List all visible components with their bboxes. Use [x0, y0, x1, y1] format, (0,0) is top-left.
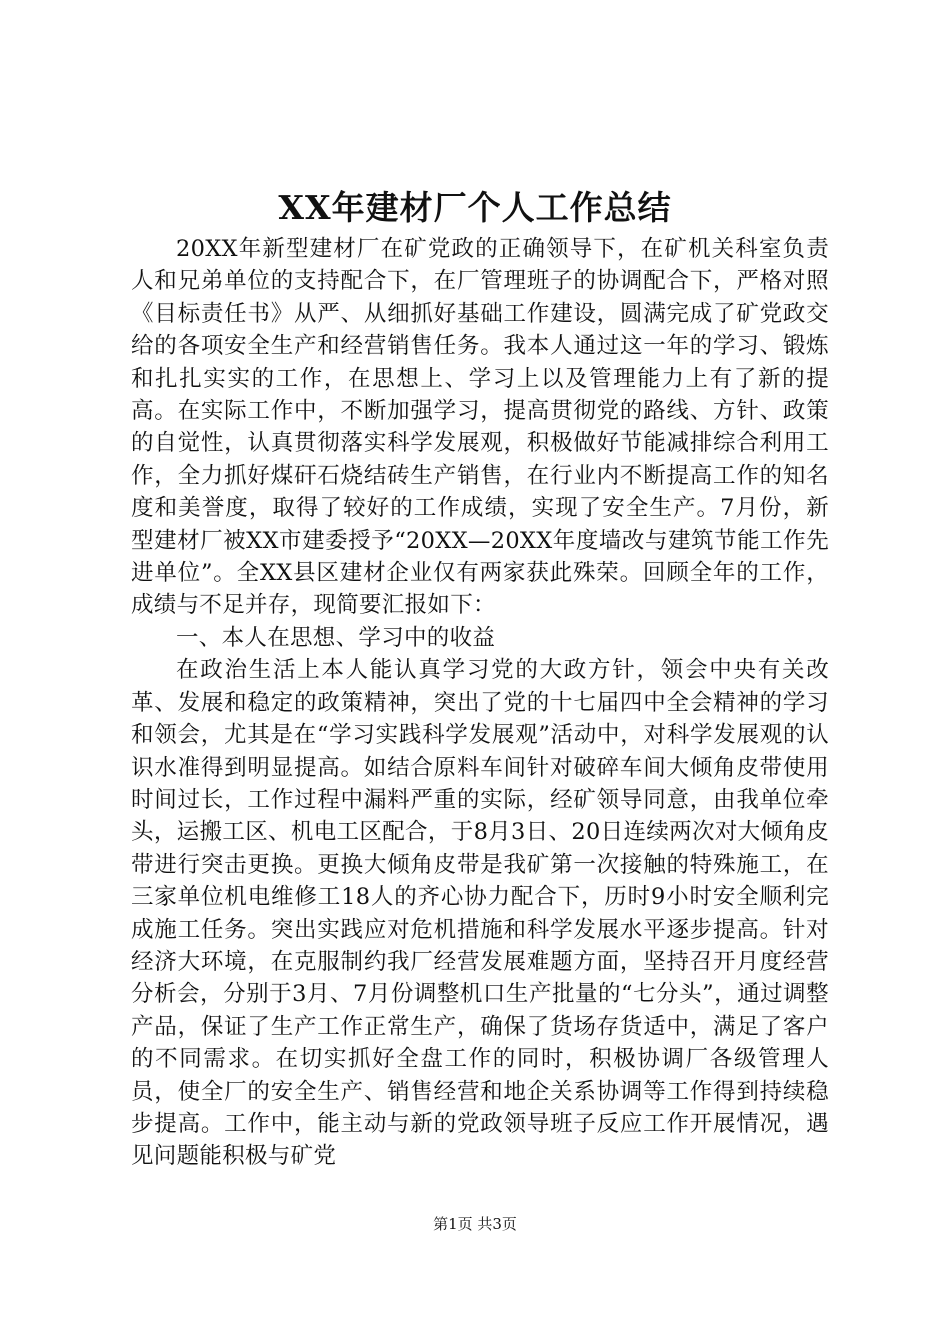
- paragraph-intro: 20XX年新型建材厂在矿党政的正确领导下，在矿机关科室负责人和兄弟单位的支持配合下，在厂管理班子的协调配合下，严格对照《目标责任书》从严、从细抓好基础工作建设，圆满完成了矿党政交给的各项安全生产和经营销售任务。我本人通过这一年的学习、锻炼和扎扎实实的工作，在思想上、学习上以及管理能力上有了新的提高。在实际工作中，不断加强学习，提高贯彻党的路线、方针、政策的自觉性，认真贯彻落实科学发展观，积极做好节能减排综合利用工作，全力抓好煤矸石烧结砖生产销售，在行业内不断提高工作的知名度和美誉度，取得了较好的工作成绩，实现了安全生产。7月份，新型建材厂被XX市建委授予“20XX—20XX年度墙改与建筑节能工作先进单位”。全XX县区建材企业仅有两家获此殊荣。回顾全年的工作，成绩与不足并存，现简要汇报如下：: [131, 236, 829, 619]
- paragraph-section-1: 在政治生活上本人能认真学习党的大政方针，领会中央有关改革、发展和稳定的政策精神，突出了党的十七届四中全会精神的学习和领会，尤其是在“学习实践科学发展观”活动中，对科学发展观的认识水准得到明显提高。如结合原料车间针对破碎车间大倾角皮带使用时间过长，工作过程中漏料严重的实际，经矿领导同意，由我单位牵头，运搬工区、机电工区配合，于8月3日、20日连续两次对大倾角皮带进行突击更换。更换大倾角皮带是我矿第一次接触的特殊施工，在三家单位机电维修工18人的齐心协力配合下，历时9小时安全顺利完成施工任务。突出实践应对危机措施和科学发展水平逐步提高。针对经济大环境，在克服制约我厂经营发展难题方面，坚持召开月度经营分析会，分别于3月、7月份调整机口生产批量的“七分头”，通过调整产品，保证了生产工作正常生产，确保了货场存货适中，满足了客户的不同需求。在切实抓好全盘工作的同时，积极协调厂各级管理人员，使全厂的安全生产、销售经营和地企关系协调等工作得到持续稳步提高。工作中，能主动与新的党政领导班子反应工作开展情况，遇见问题能积极与矿党: [131, 657, 829, 1170]
- section-heading-1: 一、本人在思想、学习中的收益: [176, 624, 496, 651]
- page-number-footer: 第1页 共3页: [433, 1215, 517, 1233]
- document-title: XX年建材厂个人工作总结: [278, 188, 672, 227]
- document-body: [131, 233, 829, 1173]
